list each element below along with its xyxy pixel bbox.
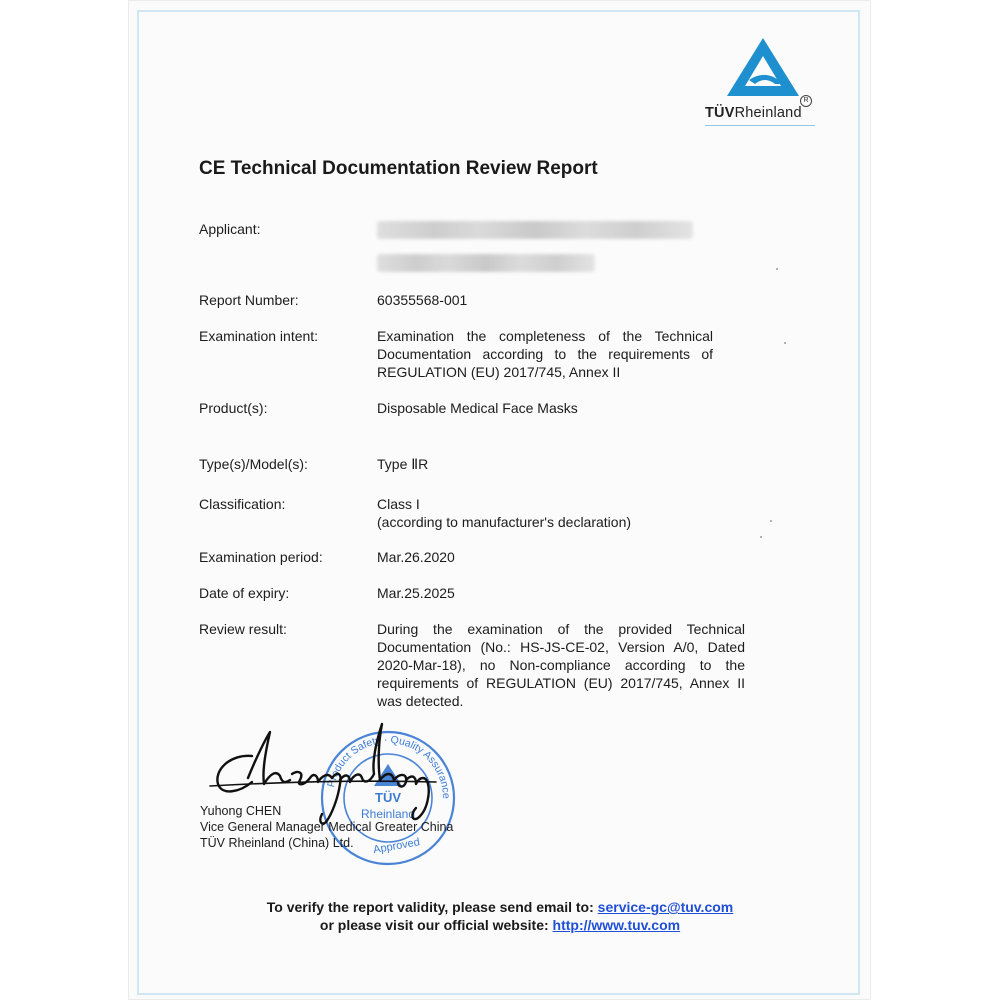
examination-intent-value: Examination the completeness of the Technical Documentation according to the requirements of REGULATION (EU) 2017/745, Annex II (377, 328, 713, 380)
report-number-value: 60355568-001 (377, 292, 468, 308)
signer-position: Vice General Manager Medical Greater China (200, 820, 454, 834)
verify-line-1 (130, 899, 870, 915)
logo-brand-bold: TÜV (705, 105, 735, 121)
signer-name: Yuhong CHEN (200, 804, 282, 818)
examination-period-label: Examination period: (199, 549, 323, 565)
date-of-expiry-value: Mar.25.2025 (377, 585, 455, 601)
type-model-value: Type ⅡR (377, 456, 429, 472)
stamp-brand: TÜV (375, 790, 401, 805)
logo-brand-rest: Rheinland (734, 105, 802, 121)
products-label: Product(s): (199, 400, 268, 416)
review-result-value: During the examination of the provided Technical Documentation (No.: HS-JS-CE-02, Version A/0, Dated 2020-Mar-18), no Non-compliance according to the requirements of REGULATION (EU) 2017/745, Annex II was detected. (377, 621, 745, 709)
registered-mark: R (800, 95, 812, 107)
review-result-label: Review result: (199, 621, 287, 637)
stamp-ring-text: Product Safety · Quality Assurance (325, 733, 453, 799)
verify-website-prompt: or please visit our official website: (319, 917, 549, 933)
tuv-logo-text (705, 105, 802, 121)
report-title: CE Technical Documentation Review Report (199, 158, 598, 179)
examination-intent-label: Examination intent: (199, 328, 319, 344)
verify-email-prompt: To verify the report validity, please send email to: (266, 899, 594, 915)
scan-speck (760, 536, 762, 538)
scan-speck (776, 268, 778, 270)
logo-underline (705, 125, 815, 126)
signer-company: TÜV Rheinland (China) Ltd. (200, 836, 354, 850)
stamp-approved: Approved (372, 836, 421, 857)
stamp-brand-sub: Rheinland (360, 807, 416, 821)
type-model-label: Type(s)/Model(s): (199, 456, 308, 472)
classification-label: Classification: (199, 496, 286, 512)
scan-speck (784, 342, 786, 344)
scan-speck (770, 520, 772, 522)
verify-website-link[interactable]: http://www.tuv.com (552, 917, 681, 933)
report-number-label: Report Number: (199, 292, 299, 308)
date-of-expiry-label: Date of expiry: (199, 585, 290, 601)
verify-line-2 (130, 917, 870, 933)
signature-and-stamp (200, 718, 520, 878)
products-value: Disposable Medical Face Masks (377, 400, 578, 416)
applicant-label: Applicant: (199, 221, 261, 237)
applicant-redacted-line-1 (377, 221, 693, 239)
classification-note: (according to manufacturer's declaration) (377, 514, 632, 530)
verify-email-link[interactable]: service-gc@tuv.com (597, 899, 734, 915)
applicant-redacted-line-2 (377, 254, 595, 272)
examination-period-value: Mar.26.2020 (377, 549, 455, 565)
classification-value: Class I (377, 496, 420, 512)
